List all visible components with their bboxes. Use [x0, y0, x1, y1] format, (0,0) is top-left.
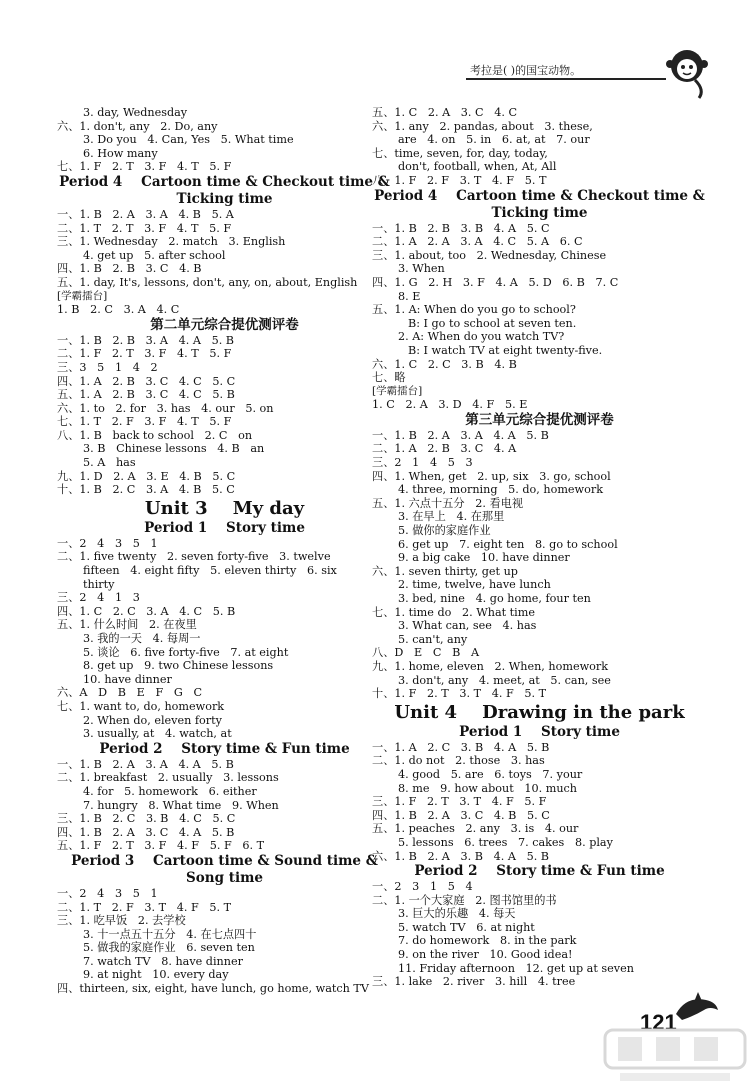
section-heading: Ticking time	[176, 190, 273, 207]
answer-line: 二、1. 一个大家庭 2. 图书馆里的书	[372, 893, 557, 907]
answer-line: 九、1. D 2. A 3. E 4. B 5. C	[57, 469, 236, 483]
answer-line: 5. 谈论 6. five forty-five 7. at eight	[83, 645, 289, 659]
answer-line: 六、A D B E F G C	[57, 686, 203, 700]
answer-line: 一、1. B 2. A 3. A 4. B 5. A	[57, 207, 234, 221]
page-number: 121	[640, 1010, 677, 1035]
left-answer-column	[57, 106, 412, 996]
answer-line: 6. get up 7. eight ten 8. go to school	[398, 537, 618, 551]
answer-line: 六、1. seven thirty, get up	[372, 564, 518, 578]
page-header	[430, 50, 730, 90]
answer-line: 3. bed, nine 4. go home, four ten	[398, 592, 591, 605]
answer-line: 1. B 2. C 3. A 4. C	[57, 303, 180, 317]
answer-line: 3. 十一点五十五分 4. 在七点四十	[83, 927, 257, 941]
answer-line: 二、1. breakfast 2. usually 3. lessons	[57, 771, 279, 785]
section-heading: Song time	[186, 869, 263, 886]
answer-line: 二、1. T 2. F 3. T 4. F 5. T	[57, 900, 232, 914]
answer-line: 11. Friday afternoon 12. get up at seven	[398, 961, 634, 975]
answer-line: 三、1. lake 2. river 3. hill 4. tree	[372, 975, 576, 989]
answer-line: 八、1. B back to school 2. C on	[57, 428, 253, 442]
answer-line: 十、1. B 2. C 3. A 4. B 5. C	[57, 483, 235, 497]
answer-line: 7. watch TV 8. have dinner	[83, 954, 243, 968]
answer-line: 三、3 5 1 4 2	[57, 360, 158, 374]
answer-line: 一、1. B 2. B 3. A 4. A 5. B	[57, 333, 235, 347]
answer-line: are 4. on 5. in 6. at, at 7. our	[398, 133, 590, 147]
answer-line: 3. What can, see 4. has	[398, 619, 537, 633]
answer-line: 三、1. about, too 2. Wednesday, Chinese	[372, 248, 607, 262]
answer-line: 7. do homework 8. in the park	[398, 934, 577, 948]
answer-line: 9. a big cake 10. have dinner	[398, 551, 570, 565]
answer-line: 10. have dinner	[83, 672, 172, 686]
answer-line: 七、略	[372, 371, 406, 385]
answer-line: 七、time, seven, for, day, today,	[372, 146, 548, 160]
answer-line: 四、1. B 2. B 3. C 4. B	[57, 262, 202, 276]
answer-line: 3. Do you 4. Can, Yes 5. What time	[83, 133, 294, 147]
answer-line: 3. 我的一天 4. 每周一	[83, 632, 201, 645]
answer-line: 六、1. any 2. pandas, about 3. these,	[372, 119, 593, 133]
answer-line: 四、thirteen, six, eight, have lunch, go home, watch TV	[57, 982, 369, 996]
dolphin-icon	[672, 990, 722, 1030]
answer-line: 1. C 2. A 3. D 4. F 5. E	[372, 398, 528, 412]
answer-line: 七、1. time do 2. What time	[372, 605, 535, 619]
section-heading: 第三单元综合提优测评卷	[465, 411, 614, 428]
answer-line: 一、1. B 2. A 3. A 4. A 5. B	[372, 428, 549, 442]
answer-line: 五、1. A: When do you go to school?	[372, 303, 576, 317]
answer-line: 3. day, Wednesday	[83, 106, 188, 119]
section-heading: Unit 4 Drawing in the park	[394, 701, 685, 723]
answer-line: 三、1. 吃早饭 2. 去学校	[57, 914, 186, 928]
answer-line: 五、1. C 2. A 3. C 4. C	[372, 106, 518, 119]
answer-line: 五、1. 什么时间 2. 在夜里	[57, 618, 197, 632]
answer-line: 9. at night 10. every day	[83, 968, 229, 982]
answer-line: 5. 做你的家庭作业	[398, 524, 491, 538]
answer-line: 7. hungry 8. What time 9. When	[83, 798, 279, 812]
section-heading: Period 1 Story time	[459, 723, 620, 740]
answer-line: 三、1. Wednesday 2. match 3. English	[57, 235, 286, 249]
answer-line: 2. time, twelve, have lunch	[398, 578, 551, 592]
answer-line: B: I watch TV at eight twenty-five.	[408, 343, 603, 357]
answer-line: fifteen 4. eight fifty 5. eleven thirty 6. six	[83, 564, 337, 578]
answer-line: 4. good 5. are 6. toys 7. your	[398, 767, 583, 781]
answer-line: 四、1. B 2. A 3. C 4. B 5. C	[372, 808, 550, 822]
answer-line: 一、1. A 2. C 3. B 4. A 5. B	[372, 740, 550, 754]
answer-line: 一、2 3 1 5 4	[372, 880, 473, 894]
answer-line: 十、1. F 2. T 3. T 4. F 5. T	[372, 687, 547, 701]
section-heading: 第二单元综合提优测评卷	[150, 316, 299, 333]
answer-line: 八、D E C B A	[372, 646, 480, 660]
answer-line: 八、1. F 2. F 3. T 4. F 5. T	[372, 173, 547, 187]
section-heading: Period 1 Story time	[144, 519, 305, 536]
answer-line: thirty	[83, 577, 115, 591]
answer-line: 5. 做我的家庭作业 6. seven ten	[83, 941, 255, 955]
answer-line: 3. When	[398, 262, 445, 276]
answer-line: 六、1. don't, any 2. Do, any	[57, 119, 218, 133]
answer-line: 九、1. home, eleven 2. When, homework	[372, 659, 609, 673]
answer-line: 三、1. B 2. C 3. B 4. C 5. C	[57, 812, 236, 826]
answer-line: 五、1. 六点十五分 2. 看电视	[372, 496, 524, 510]
answer-line: 二、1. A 2. A 3. A 4. C 5. A 6. C	[372, 235, 583, 249]
answer-line: 8. me 9. how about 10. much	[398, 781, 577, 795]
answer-line: 五、1. peaches 2. any 3. is 4. our	[372, 822, 579, 836]
answer-line: 5. lessons 6. trees 7. cakes 8. play	[398, 835, 613, 849]
answer-line: 二、1. T 2. T 3. F 4. T 5. F	[57, 221, 232, 235]
answer-line: 2. When do, eleven forty	[83, 713, 222, 727]
section-heading: Period 4 Cartoon time & Checkout time &	[59, 173, 390, 190]
answer-line: 五、1. F 2. T 3. F 4. F 5. F 6. T	[57, 839, 265, 853]
header-rule	[466, 78, 666, 80]
answer-line: 七、1. want to, do, homework	[57, 699, 225, 713]
answer-line: 4. three, morning 5. do, homework	[398, 483, 603, 497]
answer-line: 9. on the river 10. Good idea!	[398, 948, 573, 962]
answer-line: 3. 巨大的乐趣 4. 每天	[398, 907, 516, 921]
answer-line: 六、1. B 2. A 3. B 4. A 5. B	[372, 849, 550, 863]
answer-line: 三、1. F 2. T 3. T 4. F 5. F	[372, 795, 547, 809]
answer-line: 二、1. F 2. T 3. F 4. T 5. F	[57, 347, 232, 361]
answer-line: 三、2 1 4 5 3	[372, 456, 473, 470]
answer-line: 3. don't, any 4. meet, at 5. can, see	[398, 673, 611, 687]
answer-line: 8. get up 9. two Chinese lessons	[83, 659, 274, 673]
monkey-mascot-icon	[655, 42, 715, 102]
answer-line: 4. for 5. homework 6. either	[83, 784, 257, 798]
answer-line: 六、1. C 2. C 3. B 4. B	[372, 357, 517, 371]
answer-line: 一、2 4 3 5 1	[57, 536, 158, 550]
right-answer-column	[372, 106, 727, 989]
answer-line: 二、1. five twenty 2. seven forty-five 3. twelve	[57, 550, 331, 564]
answer-line: 3. B Chinese lessons 4. B an	[83, 442, 265, 456]
answer-line: 5. A has	[83, 456, 136, 470]
answer-line: 二、1. do not 2. those 3. has	[372, 754, 545, 768]
answer-line: 五、1. A 2. B 3. C 4. C 5. B	[57, 388, 235, 402]
answer-line: 3. 在早上 4. 在那里	[398, 510, 505, 524]
section-heading: Period 4 Cartoon time & Checkout time &	[374, 187, 705, 204]
answer-line: [学霸擂台]	[372, 384, 423, 397]
answer-line: 2. A: When do you watch TV?	[398, 330, 565, 344]
answer-line: 一、1. B 2. A 3. A 4. A 5. B	[57, 757, 234, 771]
answer-line: 8. E	[398, 289, 421, 303]
answer-line: 6. How many	[83, 146, 158, 160]
header-text: 考拉是( )的国宝动物。	[470, 64, 582, 77]
answer-line: 5. can't, any	[398, 632, 468, 646]
answer-line: B: I go to school at seven ten.	[408, 316, 577, 330]
section-heading: Period 2 Story time & Fun time	[414, 863, 665, 880]
answer-line: 四、1. B 2. A 3. C 4. A 5. B	[57, 825, 235, 839]
section-heading: Period 2 Story time & Fun time	[99, 740, 350, 757]
section-heading: Unit 3 My day	[144, 497, 305, 519]
answer-line: 七、1. T 2. F 3. F 4. T 5. F	[57, 415, 232, 429]
answer-line: 3. usually, at 4. watch, at	[83, 727, 232, 741]
answer-line: 一、1. B 2. B 3. B 4. A 5. C	[372, 221, 550, 235]
answer-line: 四、1. G 2. H 3. F 4. A 5. D 6. B 7. C	[372, 275, 619, 289]
section-heading: Period 3 Cartoon time & Sound time &	[71, 852, 378, 869]
answer-line: 二、1. A 2. B 3. C 4. A	[372, 442, 517, 456]
answer-line: 四、1. A 2. B 3. C 4. C 5. C	[57, 374, 236, 388]
answer-line: 三、2 4 1 3	[57, 591, 140, 605]
answer-line: 五、1. day, It's, lessons, don't, any, on, about, English	[57, 275, 358, 289]
answer-line: [学霸擂台]	[57, 289, 108, 302]
answer-line: 四、1. C 2. C 3. A 4. C 5. B	[57, 604, 236, 618]
section-heading: Ticking time	[491, 204, 588, 221]
answer-line: 六、1. to 2. for 3. has 4. our 5. on	[57, 401, 274, 415]
answer-line: 七、1. F 2. T 3. F 4. T 5. F	[57, 160, 232, 174]
answer-line: 一、2 4 3 5 1	[57, 886, 158, 900]
answer-line: don't, football, when, At, All	[398, 160, 557, 174]
answer-line: 4. get up 5. after school	[83, 248, 226, 262]
answer-line: 四、1. When, get 2. up, six 3. go, school	[372, 469, 611, 483]
watermark-logo	[600, 1025, 750, 1085]
answer-line: 5. watch TV 6. at night	[398, 920, 535, 934]
